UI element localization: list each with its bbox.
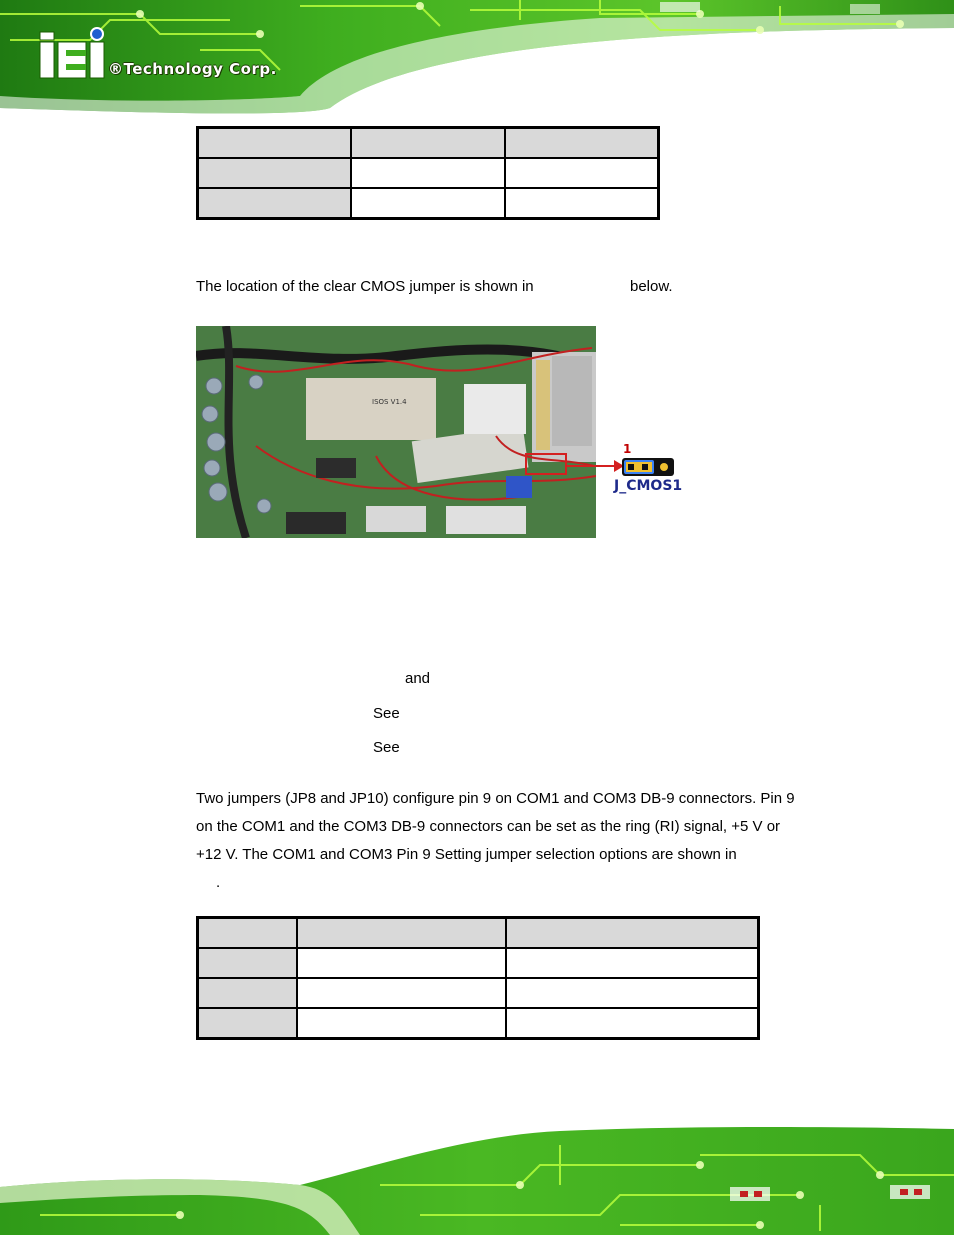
table-cell [351,188,504,218]
table-cell [506,918,758,948]
jumper-pins-icon [622,458,674,476]
table-cell [351,158,504,188]
board-silkscreen-text: ISOS V1.4 [372,398,407,406]
table-row [198,978,758,1008]
circuit-board-footer-graphic [0,1125,954,1235]
table-cell [198,978,297,1008]
table-cell [505,128,658,158]
cmos-location-sentence [196,273,534,301]
table-cell [506,948,758,978]
table-row [198,188,658,218]
table-row [198,1008,758,1038]
motherboard-photo [196,326,596,538]
table-cell [198,128,351,158]
table-cell [198,1008,297,1038]
page-footer-banner [0,1125,954,1235]
table-cell [198,918,297,948]
clear-cmos-settings-table [196,126,660,220]
table-cell [506,978,758,1008]
page-header-banner [0,0,954,118]
table-cell [505,158,658,188]
com-paragraph-line-1: Two jumpers (JP8 and JP10) configure pin 9 on COM1 and COM3 DB-9 connectors. Pin 9 [196,790,795,807]
table-cell [297,1008,505,1038]
sentence-start: The location of the clear CMOS jumper is shown in [196,278,534,295]
table-cell [505,188,658,218]
cmos-location-sentence-end: below. [630,278,673,295]
com-paragraph-line-3: +12 V. The COM1 and COM3 Pin 9 Setting jumper selection options are shown in [196,846,737,863]
table-cell [297,948,505,978]
com-paragraph-line-4: . [216,874,221,891]
circuit-board-banner-graphic [0,0,954,118]
table-cell [506,1008,758,1038]
table-cell [297,978,505,1008]
table-cell [297,918,505,948]
table-row [198,158,658,188]
com-pin9-settings-table [196,916,760,1040]
setting-line-see-2: See [373,739,400,756]
setting-line-and: and [405,670,431,687]
company-name: ®Technology Corp. [108,60,277,78]
table-header-row [198,918,758,948]
com-paragraph-line-2: on the COM1 and the COM3 DB-9 connectors can be set as the ring (RI) signal, +5 V or [196,818,781,835]
table-cell [198,948,297,978]
jumper-name-label: J_CMOS1 [614,478,683,494]
table-cell [351,128,504,158]
table-header-row [198,128,658,158]
table-cell [198,158,351,188]
pin-1-label: 1 [623,442,632,456]
table-row [198,948,758,978]
setting-line-see-1: See [373,705,400,722]
table-cell [198,188,351,218]
